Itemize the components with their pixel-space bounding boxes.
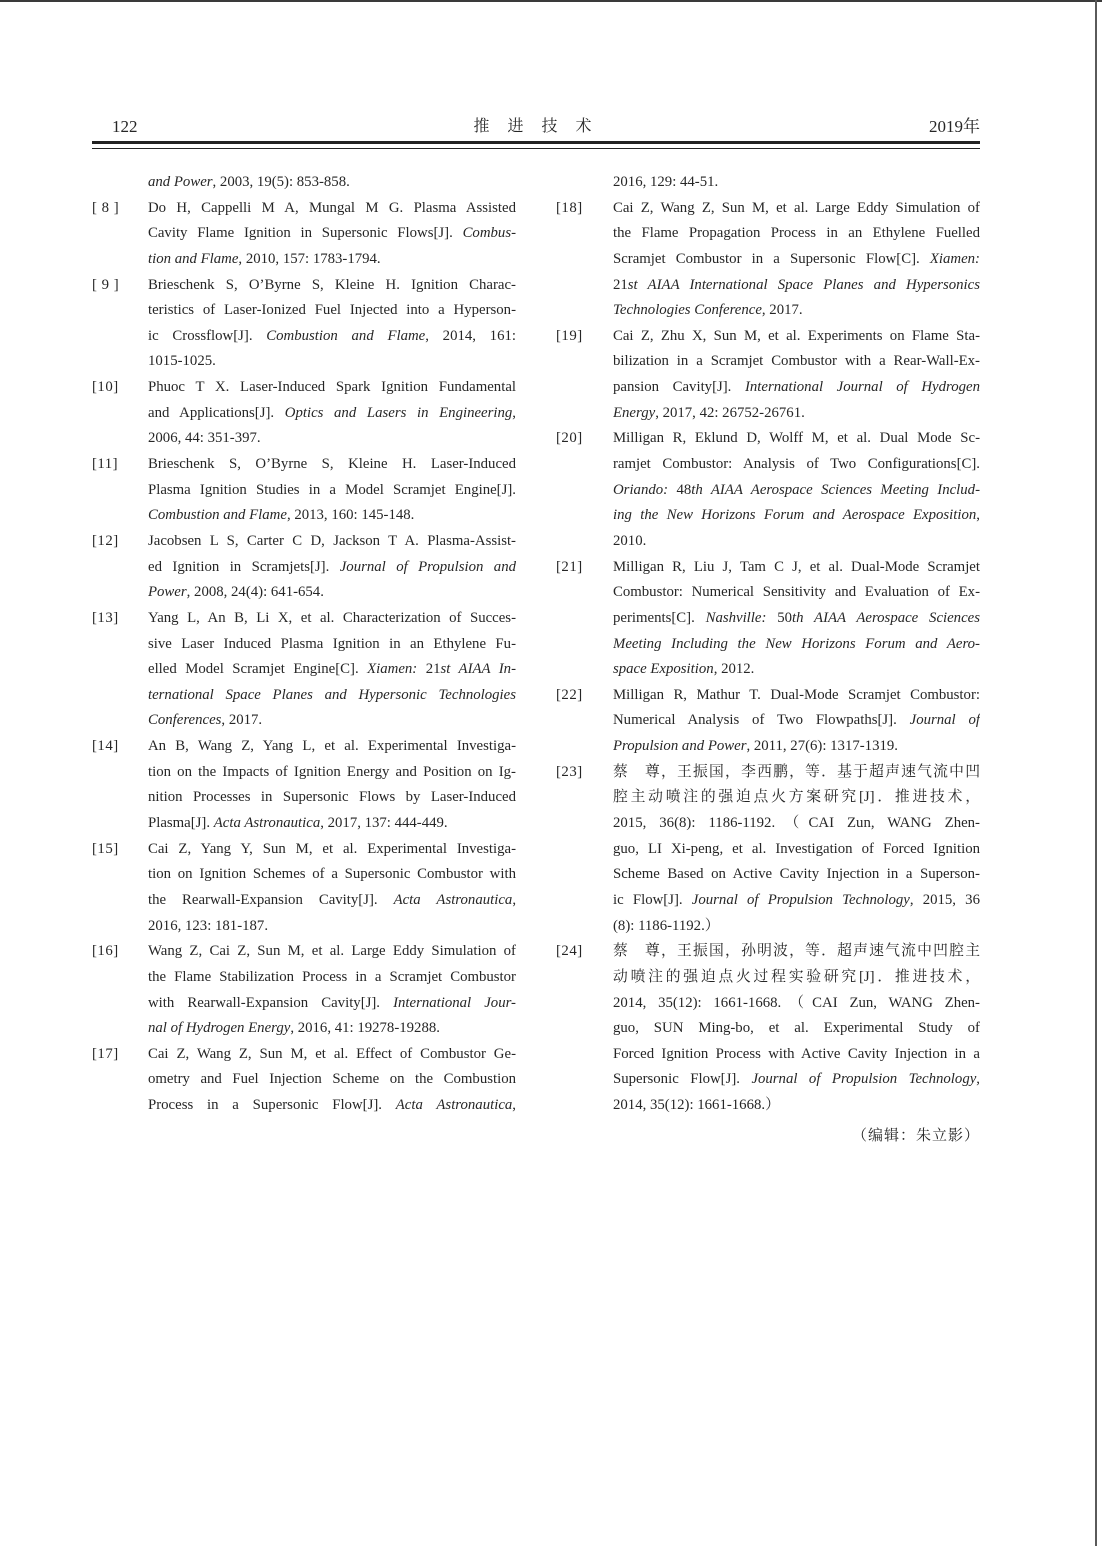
reference-line	[148, 170, 516, 196]
reference-line: 2015, 36(8): 1186-1192.（CAI Zun, WANG Zhen-	[613, 815, 980, 832]
reference-italic-text: st AIAA In-	[440, 661, 516, 678]
reference-text: ,	[512, 1097, 516, 1114]
reference-text: periments[C].	[613, 609, 706, 626]
reference-number: [15]	[92, 840, 119, 857]
reference-text: , 2013, 160: 145-148.	[286, 507, 415, 524]
reference-italic-text: tion and Flame	[148, 250, 239, 267]
reference-italic-text: ing the New Horizons Forum and Aerospace Exposition	[613, 507, 977, 524]
reference-number: [17]	[92, 1045, 119, 1062]
reference-text: Process in a Supersonic Flow[J].	[148, 1097, 396, 1114]
journal-title: 推 进 技 术	[473, 118, 599, 135]
reference-italic-text: ternational Space Planes and Hypersonic Technologies	[148, 686, 516, 703]
reference-line: Combustor: Numerical Sensitivity and Evaluation of Ex-	[613, 584, 980, 601]
reference-number: [11]	[92, 456, 119, 473]
reference-line: Wang Z, Cai Z, Sun M, et al. Large Eddy Simulation of	[148, 943, 516, 960]
reference-text: ic Crossflow[J].	[148, 327, 267, 344]
reference-line	[148, 1093, 516, 1119]
reference-line	[148, 657, 516, 683]
scan-edge-top	[0, 0, 1102, 2]
reference-line: guo, LI Xi-peng, et al. Investigation of Forced Ignition	[613, 840, 980, 857]
reference-text: ,	[512, 404, 516, 421]
reference-italic-text: Journal of	[909, 712, 980, 729]
reference-italic-text: th AIAA Aerospace Sciences	[792, 609, 980, 626]
reference-text: Scramjet Combustor in a Supersonic Flow[C].	[613, 250, 930, 267]
reference-text: 21	[425, 661, 441, 678]
reference-line: Milligan R, Liu J, Tam C J, et al. Dual-Mode Scramjet	[613, 558, 980, 575]
reference-number: [21]	[556, 558, 583, 575]
reference-number: [20]	[556, 430, 583, 447]
reference-entry	[92, 939, 516, 1042]
reference-line	[148, 811, 516, 837]
reference-line: nition Processes in Supersonic Flows by Laser-Induced	[148, 789, 516, 806]
publication-year: 2019年	[929, 117, 980, 136]
reference-line	[613, 503, 980, 529]
reference-italic-text: Combus-	[462, 225, 516, 242]
reference-italic-text: Xiamen:	[929, 250, 980, 267]
reference-entry	[92, 273, 516, 376]
reference-line: Plasma Ignition Studies in a Model Scramjet Engine[J].	[148, 481, 516, 498]
reference-line	[613, 632, 980, 658]
reference-line: 2016, 129: 44-51.	[613, 174, 719, 190]
reference-line: Brieschenk S, O’Byrne S, Kleine H. Laser-Induced	[148, 456, 516, 473]
reference-italic-text: Conferences	[148, 712, 222, 729]
header-rule-thin	[92, 148, 980, 149]
reference-line: tion on Ignition Schemes of a Supersonic Combustor with	[148, 866, 516, 883]
reference-line: 蔡 尊，王振国，李西鹏，等．基于超声速气流中凹	[613, 763, 980, 780]
reference-entry	[92, 837, 516, 940]
reference-italic-text: th AIAA Aerospace Sciences Meeting Includ-	[691, 481, 980, 498]
reference-line	[613, 298, 980, 324]
reference-text: 21	[613, 276, 628, 293]
reference-line: 动喷注的强迫点火过程实验研究[J]．推进技术，	[613, 968, 980, 985]
reference-number: [13]	[92, 609, 119, 626]
reference-italic-text: Combustion and Flame	[266, 327, 426, 344]
reference-italic-text: Journal of Propulsion and	[339, 558, 516, 575]
reference-line	[148, 888, 516, 914]
reference-italic-text: Optics and Lasers in Engineering	[284, 404, 513, 421]
reference-entry	[92, 452, 516, 529]
reference-line: Do H, Cappelli M A, Mungal M G. Plasma Assisted	[148, 199, 516, 216]
reference-line: 2014, 35(12): 1661-1668.）	[613, 1097, 780, 1114]
reference-text: elled Model Scramjet Engine[C].	[148, 661, 368, 678]
reference-text: , 2010, 157: 1783-1794.	[238, 250, 381, 267]
reference-line	[148, 683, 516, 709]
reference-text: the Rearwall-Expansion Cavity[J].	[148, 891, 394, 908]
reference-text: , 2015, 36	[909, 891, 980, 908]
reference-italic-text: nal of Hydrogen Energy	[148, 1020, 291, 1037]
reference-entry	[556, 555, 980, 683]
reference-text: Cavity Flame Ignition in Supersonic Flows[J].	[148, 225, 463, 242]
reference-line: bilization in a Scramjet Combustor with a Rear-Wall-Ex-	[613, 353, 980, 370]
editor-note: （编辑：朱立影）	[851, 1128, 980, 1144]
reference-line	[613, 708, 980, 734]
reference-text: Plasma[J].	[148, 815, 214, 832]
reference-line	[148, 221, 516, 247]
reference-number: [19]	[556, 327, 583, 344]
reference-text: Numerical Analysis of Two Flowpaths[J].	[613, 712, 910, 729]
reference-line: (8): 1186-1192.）	[613, 917, 720, 934]
reference-text: with Rearwall-Expansion Cavity[J].	[148, 994, 394, 1011]
reference-line: 2016, 123: 181-187.	[148, 917, 269, 934]
reference-line	[148, 401, 516, 427]
reference-entry	[556, 324, 980, 427]
reference-text: , 2017.	[221, 712, 263, 729]
reference-line: 腔主动喷注的强迫点火方案研究[J]．推进技术，	[613, 789, 980, 806]
reference-text: ,	[512, 891, 516, 908]
right-column	[556, 170, 980, 1119]
reference-italic-text: and Power	[148, 174, 213, 190]
reference-line: Scheme Based on Active Cavity Injection in a Superson-	[613, 866, 980, 883]
reference-line	[613, 247, 980, 273]
reference-number: [ 9 ]	[92, 276, 120, 293]
reference-text: , 2017, 42: 26752-26761.	[655, 404, 805, 421]
reference-number: [14]	[92, 738, 119, 755]
reference-text: ,	[976, 1071, 980, 1088]
reference-number: [24]	[556, 943, 583, 960]
reference-italic-text: Xiamen:	[367, 661, 426, 678]
reference-italic-text: Oriando:	[613, 481, 677, 498]
reference-entry	[556, 196, 980, 324]
reference-line	[148, 1016, 516, 1042]
reference-number: [22]	[556, 686, 583, 703]
reference-line	[148, 580, 516, 606]
reference-entry	[92, 734, 516, 837]
reference-line: Cai Z, Zhu X, Sun M, et al. Experiments on Flame Sta-	[613, 327, 980, 344]
reference-text: , 2008, 24(4): 641-654.	[186, 584, 324, 601]
reference-line: Cai Z, Wang Z, Sun M, et al. Effect of Combustor Ge-	[148, 1045, 516, 1062]
reference-line	[148, 708, 516, 734]
reference-line: 2006, 44: 351-397.	[148, 430, 261, 447]
reference-line: Phuoc T X. Laser-Induced Spark Ignition Fundamental	[148, 379, 516, 396]
reference-number: [ 8 ]	[92, 199, 120, 216]
reference-text: , 2017, 137: 444-449.	[320, 815, 448, 832]
reference-line: Cai Z, Yang Y, Sun M, et al. Experimental Investiga-	[148, 840, 516, 857]
reference-line: An B, Wang Z, Yang L, et al. Experimental Investiga-	[148, 738, 516, 755]
reference-italic-text: Combustion and Flame	[148, 507, 287, 524]
reference-italic-text: Journal of Propulsion Technology	[751, 1071, 977, 1088]
reference-line: tion on the Impacts of Ignition Energy and Position on Ig-	[148, 763, 516, 780]
reference-entry	[92, 196, 516, 273]
reference-line	[148, 991, 516, 1017]
reference-text: 50	[777, 609, 792, 626]
reference-line: sive Laser Induced Plasma Ignition in an Ethylene Fu-	[148, 635, 516, 652]
reference-italic-text: Energy	[613, 404, 656, 421]
reference-number: [23]	[556, 763, 583, 780]
reference-text: ,	[976, 507, 980, 524]
reference-line: the Flame Propagation Process in an Ethylene Fuelled	[613, 225, 980, 242]
reference-italic-text: Acta Astronautica	[395, 1097, 513, 1114]
reference-text: Supersonic Flow[J].	[613, 1071, 752, 1088]
reference-italic-text: st AIAA International Space Planes and Hypersonics	[627, 276, 980, 293]
reference-italic-text: Journal of Propulsion Technology	[691, 891, 910, 908]
reference-number: [18]	[556, 199, 583, 216]
reference-text: pansion Cavity[J].	[613, 379, 745, 396]
reference-line: ometry and Fuel Injection Scheme on the Combustion	[148, 1071, 516, 1088]
reference-text: , 2017.	[761, 302, 803, 319]
reference-text: , 2011, 27(6): 1317-1319.	[746, 738, 898, 755]
reference-italic-text: Nashville:	[705, 609, 778, 626]
scan-edge-right	[1095, 0, 1097, 1546]
reference-italic-text: Propulsion and Power	[613, 738, 747, 755]
reference-line: teristics of Laser-Ionized Fuel Injected into a Hyperson-	[148, 302, 516, 319]
reference-entry	[92, 375, 516, 452]
reference-entry	[556, 426, 980, 554]
reference-line	[148, 555, 516, 581]
reference-number: [16]	[92, 943, 119, 960]
reference-entry	[92, 529, 516, 606]
reference-italic-text: space Exposition	[613, 661, 714, 678]
reference-text: ed Ignition in Scramjets[J].	[148, 558, 340, 575]
reference-text: , 2003, 19(5): 853-858.	[212, 174, 350, 190]
reference-line	[613, 734, 980, 760]
reference-number: [12]	[92, 532, 119, 549]
reference-line	[148, 503, 516, 529]
reference-line	[613, 478, 980, 504]
reference-line	[613, 375, 980, 401]
reference-entry	[92, 606, 516, 734]
reference-italic-text: Acta Astronautica	[213, 815, 321, 832]
reference-line: Milligan R, Mathur T. Dual-Mode Scramjet Combustor:	[613, 686, 980, 703]
reference-line	[148, 247, 516, 273]
reference-line: the Flame Stabilization Process in a Scramjet Combustor	[148, 968, 516, 985]
reference-entry	[556, 939, 980, 1118]
reference-continuation	[613, 170, 980, 196]
reference-line: Cai Z, Wang Z, Sun M, et al. Large Eddy Simulation of	[613, 199, 980, 216]
reference-line: ramjet Combustor: Analysis of Two Configurations[C].	[613, 456, 980, 473]
reference-text: 48	[676, 481, 692, 498]
reference-text: ic Flow[J].	[613, 891, 692, 908]
reference-continuation	[148, 170, 516, 196]
reference-line: 2010.	[613, 532, 647, 549]
reference-line: Forced Ignition Process with Active Cavity Injection in a	[613, 1045, 980, 1062]
reference-text: and Applications[J].	[148, 404, 285, 421]
reference-line	[613, 606, 980, 632]
reference-line: 2014, 35(12): 1661-1668.（CAI Zun, WANG Zhen-	[613, 994, 980, 1011]
reference-entry	[556, 760, 980, 939]
reference-line: Yang L, An B, Li X, et al. Characterization of Succes-	[148, 609, 516, 626]
reference-text: , 2014, 161:	[425, 327, 516, 344]
reference-line: Jacobsen L S, Carter C D, Jackson T A. Plasma-Assist-	[148, 532, 516, 549]
reference-italic-text: Power	[148, 584, 187, 601]
page-number: 122	[112, 117, 138, 136]
reference-italic-text: International Journal of Hydrogen	[744, 379, 980, 396]
reference-line: 1015-1025.	[148, 353, 216, 370]
reference-line	[613, 888, 980, 914]
reference-entry	[556, 683, 980, 760]
reference-line	[613, 657, 980, 683]
reference-italic-text: Technologies Conference	[613, 302, 762, 319]
reference-italic-text: Meeting Including the New Horizons Forum and Aero-	[613, 635, 980, 652]
reference-line	[613, 401, 980, 427]
reference-line: Milligan R, Eklund D, Wolff M, et al. Dual Mode Sc-	[613, 430, 980, 447]
reference-line: guo, SUN Ming-bo, et al. Experimental Study of	[613, 1020, 980, 1037]
reference-line: 蔡 尊，王振国，孙明波，等．超声速气流中凹腔主	[613, 943, 980, 960]
reference-line: Brieschenk S, O’Byrne S, Kleine H. Ignition Charac-	[148, 276, 516, 293]
header-rule-thick	[92, 141, 980, 144]
left-column	[92, 170, 516, 1119]
reference-text: , 2016, 41: 19278-19288.	[290, 1020, 440, 1037]
reference-entry	[92, 1042, 516, 1119]
reference-italic-text: Acta Astronautica	[393, 891, 513, 908]
reference-text: , 2012.	[713, 661, 755, 678]
reference-number: [10]	[92, 379, 119, 396]
reference-italic-text: International Jour-	[393, 994, 516, 1011]
reference-line	[148, 324, 516, 350]
reference-line	[613, 1067, 980, 1093]
reference-line	[613, 273, 980, 299]
